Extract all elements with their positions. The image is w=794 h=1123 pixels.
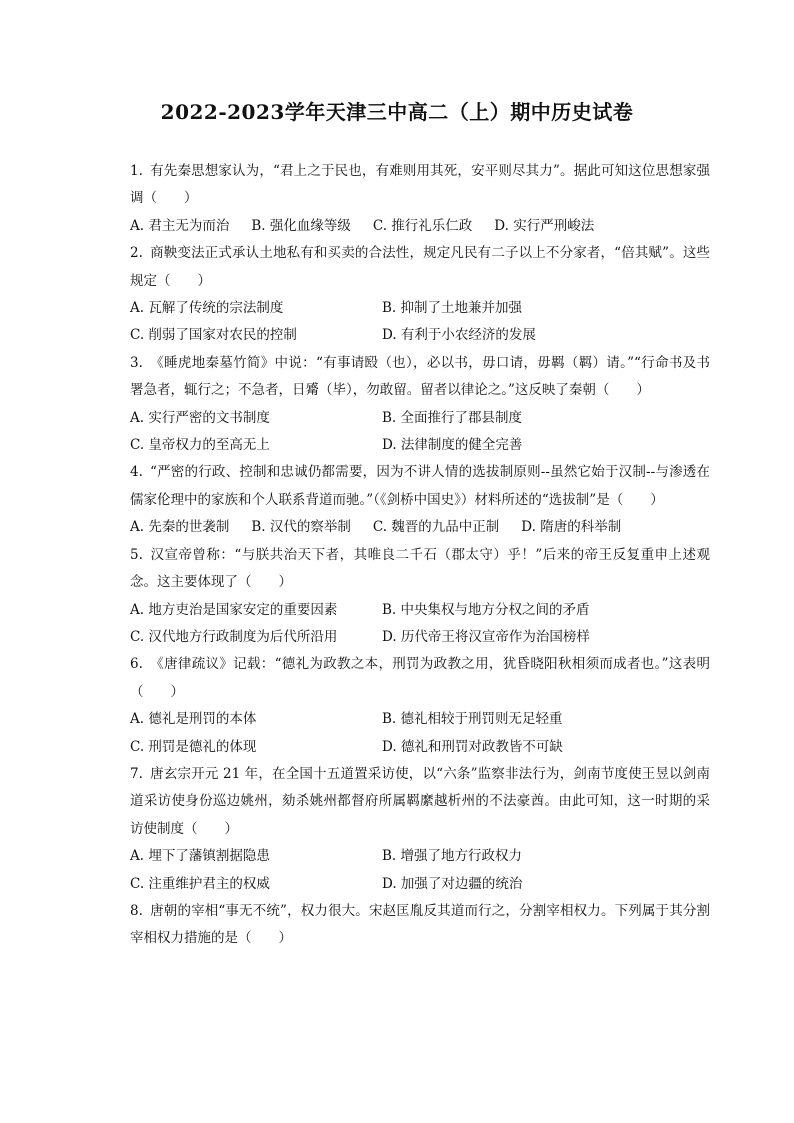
option-b: B. 抑制了土地兼并加强 (382, 300, 523, 317)
question-1 (130, 158, 710, 240)
option-row (130, 734, 710, 761)
option-a: A. 瓦解了传统的宗法制度 (130, 300, 284, 317)
question-stem (130, 542, 710, 597)
option-d: D. 加强了对边疆的统治 (382, 875, 523, 892)
exam-title: 2022-2023学年天津三中高二（上）期中历史试卷 (160, 100, 634, 124)
option-row (130, 405, 710, 432)
option-b: B. 中央集权与地方分权之间的矛盾 (382, 601, 590, 618)
option-b: B. 增强了地方行政权力 (382, 848, 523, 865)
option-c: C. 削弱了国家对农民的控制 (130, 327, 297, 344)
question-stem (130, 898, 710, 953)
question-text: 汉宣帝曾称：“与朕共治天下者，其唯良二千石（郡太守）乎！”后来的帝王反复重申上述观念。这主要体现了（ ） (130, 546, 710, 591)
question-stem (130, 350, 710, 405)
option-d: D. 有利于小农经济的发展 (382, 327, 536, 344)
option-row (130, 597, 710, 624)
option-c: C. 注重维护君主的权威 (130, 875, 270, 892)
question-text: “严密的行政、控制和忠诚仍都需要，因为不讲人情的选拔制原则--虽然它始于汉制--与渗透在儒家伦理中的家族和个人联系背道而驰。”（《剑桥中国史》）材料所述的“选拔制”是（ ） (130, 464, 710, 508)
option-row (130, 843, 710, 870)
question-7 (130, 761, 710, 898)
question-text: 《唐律疏议》记载：“德礼为政教之本，刑罚为政教之用，犹昏晓阳秋相须而成者也。”这表明（ ） (130, 656, 710, 700)
question-number: 5. (130, 546, 143, 563)
question-3 (130, 350, 710, 460)
option-row (130, 432, 710, 459)
question-text: 商鞅变法正式承认土地私有和买卖的合法性，规定凡民有二子以上不分家者，“倍其赋”。这些规定（ ） (130, 245, 710, 289)
question-stem (130, 240, 710, 295)
question-number: 1. (130, 163, 143, 179)
question-text: 《睡虎地秦墓竹简》中说：“有事请殹（也），必以书，毋口请，毋羁（羁）请。”“行命书及书署急者，辄行之；不急者，日觱（毕），勿敢留。留者以律论之。”这反映了秦朝（ ） (130, 354, 710, 399)
option-a: A. 德礼是刑罚的本体 (130, 711, 257, 728)
question-stem (130, 158, 710, 213)
option-d: D. 德礼和刑罚对政教皆不可缺 (382, 738, 563, 755)
question-number: 2. (130, 245, 143, 262)
option-a: A. 地方吏治是国家安定的重要因素 (130, 601, 338, 618)
question-text: 唐朝的宰相“事无不统”，权力很大。宋赵匡胤反其道而行之，分割宰相权力。下列属于其分割宰相权力措施的是（ ） (130, 902, 710, 947)
question-8 (130, 898, 710, 953)
option-c: C. 皇帝权力的至高无上 (130, 437, 270, 454)
option-row (130, 322, 710, 349)
question-number: 4. (130, 464, 143, 481)
option-c: C. 汉代地方行政制度为后代所沿用 (130, 628, 338, 645)
question-6 (130, 651, 710, 761)
option-row (130, 706, 710, 733)
question-stem (130, 761, 710, 843)
option-d: D. 实行严刑峻法 (494, 217, 595, 234)
option-row (130, 624, 710, 651)
question-text: 有先秦思想家认为，“君上之于民也，有难则用其死，安平则尽其力”。据此可知这位思想家强调（ ） (130, 163, 710, 207)
option-row (130, 871, 710, 898)
question-stem (130, 459, 710, 514)
question-stem (130, 651, 710, 706)
option-b: B. 德礼相较于刑罚则无足轻重 (382, 711, 563, 728)
option-c: C. 推行礼乐仁政 (372, 217, 473, 234)
question-4 (130, 459, 710, 541)
option-a: A. 君主无为而治 (130, 217, 230, 234)
option-a: A. 先秦的世袭制 (130, 519, 230, 536)
option-d: D. 历代帝王将汉宣帝作为治国榜样 (382, 628, 590, 645)
option-c: C. 魏晋的九品中正制 (372, 519, 500, 536)
option-a: A. 实行严密的文书制度 (130, 409, 270, 426)
question-number: 3. (130, 354, 143, 371)
question-number: 6. (130, 656, 143, 673)
question-number: 8. (130, 902, 143, 919)
option-c: C. 刑罚是德礼的体现 (130, 738, 257, 755)
question-text: 唐玄宗开元 21 年，在全国十五道置采访使，以“六条”监察非法行为，剑南节度使王昱以剑南道采访使身份巡边姚州，劾杀姚州都督府所属羁縻越析州的不法豪酋。由此可知，这一时期的采访使制度（ ） (130, 765, 710, 837)
question-number: 7. (130, 765, 143, 782)
question-list (130, 158, 710, 953)
option-d: D. 法律制度的健全完善 (382, 437, 523, 454)
option-b: B. 全面推行了郡县制度 (382, 409, 523, 426)
option-row (130, 514, 710, 541)
option-row (130, 295, 710, 322)
option-row (130, 213, 710, 240)
question-5 (130, 542, 710, 652)
option-b: B. 汉代的察举制 (251, 519, 351, 536)
option-b: B. 强化血缘等级 (251, 217, 351, 234)
option-a: A. 埋下了藩镇割据隐患 (130, 848, 270, 865)
question-2 (130, 240, 710, 350)
option-d: D. 隋唐的科举制 (521, 519, 622, 536)
